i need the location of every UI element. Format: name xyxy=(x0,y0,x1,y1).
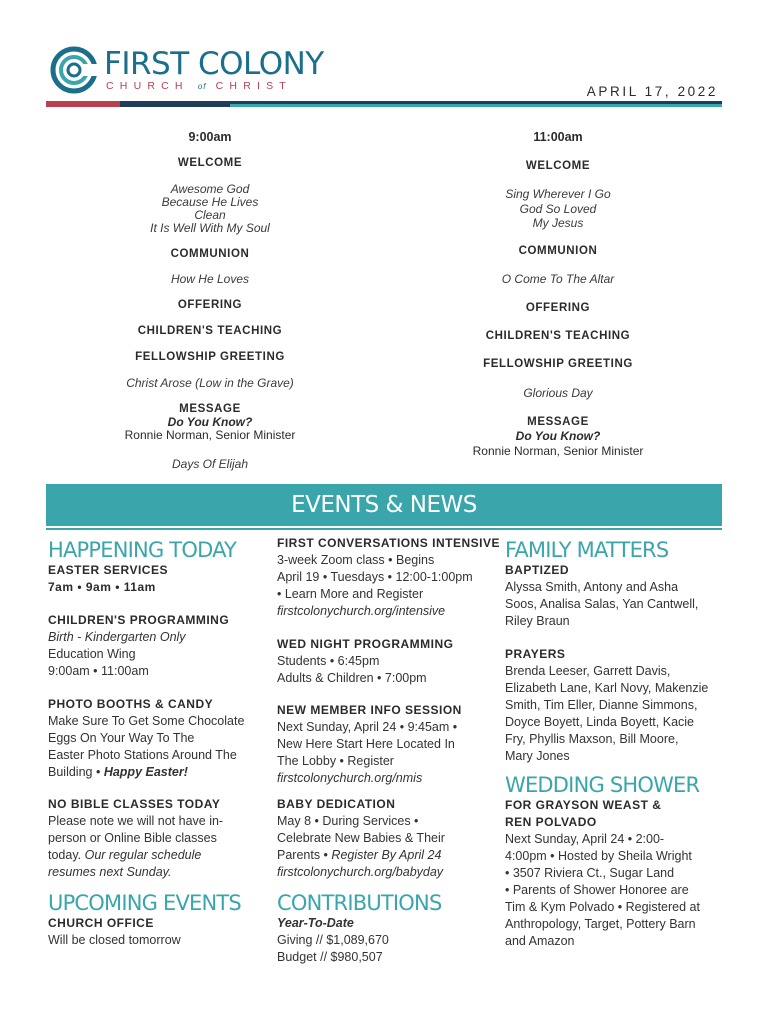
message-heading: MESSAGE xyxy=(179,403,241,415)
photo-detail: Make Sure To Get Some Chocolate xyxy=(48,714,245,728)
offering-heading: OFFERING xyxy=(177,299,243,311)
song: Glorious Day xyxy=(523,386,593,400)
prayer-names: Brenda Leeser, Garrett Davis, xyxy=(505,664,671,678)
banner-underline xyxy=(46,528,722,530)
message-title: Do You Know? xyxy=(167,415,253,429)
baby-detail: May 8 • During Services • xyxy=(277,814,419,828)
kids-detail: Education Wing xyxy=(48,647,136,661)
fc-link[interactable]: firstcolonychurch.org/intensive xyxy=(277,604,446,618)
childrens-teaching-heading: CHILDREN'S TEACHING xyxy=(137,325,283,337)
photo-detail: Eggs On Your Way To The xyxy=(48,731,195,745)
wed-night-heading: WED NIGHT PROGRAMMING xyxy=(277,637,454,651)
wedding-shower-title: WEDDING SHOWER xyxy=(505,773,700,797)
header-bar-red xyxy=(46,101,120,107)
wedding-detail: Tim & Kym Polvado • Registered at xyxy=(505,900,700,914)
nm-detail: The Lobby • Register xyxy=(277,754,394,768)
church-logo-icon xyxy=(50,46,98,94)
prayer-names: Fry, Phyllis Maxson, Bill Moore, xyxy=(505,732,679,746)
wedding-heading: REN POLVADO xyxy=(505,815,597,829)
no-bible-detail: person or Online Bible classes xyxy=(48,831,217,845)
no-bible-classes-heading: NO BIBLE CLASSES TODAY xyxy=(48,797,221,811)
easter-services-heading: EASTER SERVICES xyxy=(48,563,168,577)
baptized-names: Riley Braun xyxy=(505,614,570,628)
nm-link[interactable]: firstcolonychurch.org/nmis xyxy=(277,771,423,785)
nm-detail: New Here Start Here Located In xyxy=(277,737,455,751)
photo-booths-heading: PHOTO BOOTHS & CANDY xyxy=(48,697,214,711)
prayers-heading: PRAYERS xyxy=(505,647,566,661)
baby-detail: Celebrate New Babies & Their xyxy=(277,831,445,845)
fellowship-heading: FELLOWSHIP GREETING xyxy=(135,351,285,363)
childrens-programming-heading: CHILDREN'S PROGRAMMING xyxy=(48,613,230,627)
message-heading: MESSAGE xyxy=(527,416,589,428)
song: How He Loves xyxy=(170,272,250,286)
budget-amount: Budget // $980,507 xyxy=(277,950,383,964)
welcome-heading: WELCOME xyxy=(525,160,591,172)
baby-link[interactable]: firstcolonychurch.org/babyday xyxy=(277,865,444,879)
fellowship-heading: FELLOWSHIP GREETING xyxy=(483,358,633,370)
photo-detail: Building • Happy Easter! xyxy=(48,765,188,779)
family-matters-title: FAMILY MATTERS xyxy=(505,538,669,562)
contributions-title: CONTRIBUTIONS xyxy=(277,891,442,915)
song: It Is Well With My Soul xyxy=(150,221,270,235)
happening-today-title: HAPPENING TODAY xyxy=(48,538,237,562)
speaker: Ronnie Norman, Senior Minister xyxy=(472,444,644,458)
baptized-heading: BAPTIZED xyxy=(505,563,569,577)
song: Days Of Elijah xyxy=(171,457,249,471)
giving-amount: Giving // $1,089,670 xyxy=(277,933,389,947)
communion-heading: COMMUNION xyxy=(518,245,598,257)
wedding-detail: Next Sunday, April 24 • 2:00- xyxy=(505,832,665,846)
no-bible-detail: resumes next Sunday. xyxy=(48,865,172,879)
wedding-detail: and Amazon xyxy=(505,934,575,948)
baptized-names: Alyssa Smith, Antony and Asha xyxy=(505,580,679,594)
prayer-names: Smith, Tim Eller, Dianne Simmons, xyxy=(505,698,698,712)
fc-detail: April 19 • Tuesdays • 12:00-1:00pm xyxy=(277,570,473,584)
events-news-banner: EVENTS & NEWS xyxy=(46,484,722,526)
baby-detail: Parents • Register By April 24 xyxy=(277,848,442,862)
no-bible-detail: today. Our regular schedule xyxy=(48,848,202,862)
brand-subtitle: CHURCH of CHRIST xyxy=(106,80,292,92)
wedding-detail: 4:00pm • Hosted by Sheila Wright xyxy=(505,849,692,863)
speaker: Ronnie Norman, Senior Minister xyxy=(124,428,296,442)
wedding-detail: Anthropology, Target, Pottery Barn xyxy=(505,917,696,931)
upcoming-events-title: UPCOMING EVENTS xyxy=(48,891,241,915)
baby-dedication-heading: BABY DEDICATION xyxy=(277,797,396,811)
wedding-detail: • 3507 Riviera Ct., Sugar Land xyxy=(505,866,675,880)
prayer-names: Mary Jones xyxy=(505,749,570,763)
nm-detail: Next Sunday, April 24 • 9:45am • xyxy=(277,720,458,734)
wedding-detail: • Parents of Shower Honoree are xyxy=(505,883,689,897)
baptized-names: Soos, Analisa Salas, Yan Cantwell, xyxy=(505,597,699,611)
first-conversations-heading: FIRST CONVERSATIONS INTENSIVE xyxy=(277,536,500,550)
church-office-heading: CHURCH OFFICE xyxy=(48,916,154,930)
new-member-heading: NEW MEMBER INFO SESSION xyxy=(277,703,462,717)
header-bar-teal xyxy=(230,104,722,107)
kids-detail: 9:00am • 11:00am xyxy=(48,664,149,678)
wed-detail: Adults & Children • 7:00pm xyxy=(277,671,427,685)
fc-detail: 3-week Zoom class • Begins xyxy=(277,553,435,567)
song: Sing Wherever I Go xyxy=(505,187,611,201)
song: Clean xyxy=(194,208,226,222)
childrens-teaching-heading: CHILDREN'S TEACHING xyxy=(485,330,631,342)
song: God So Loved xyxy=(519,202,597,216)
photo-detail: Easter Photo Stations Around The xyxy=(48,748,237,762)
bulletin-date: APRIL 17, 2022 xyxy=(586,84,718,99)
church-office-detail: Will be closed tomorrow xyxy=(48,933,181,947)
message-title: Do You Know? xyxy=(515,429,601,443)
offering-heading: OFFERING xyxy=(525,302,591,314)
brand-name: FIRST COLONY xyxy=(104,46,324,82)
no-bible-detail: Please note we will not have in- xyxy=(48,814,224,828)
song: My Jesus xyxy=(532,216,584,230)
service-time: 11:00am xyxy=(533,130,583,144)
wedding-heading: FOR GRAYSON WEAST & xyxy=(505,798,662,812)
song: Awesome God xyxy=(170,182,250,196)
prayer-names: Doyce Boyett, Linda Boyett, Kacie xyxy=(505,715,694,729)
fc-detail: • Learn More and Register xyxy=(277,587,424,601)
song: Because He Lives xyxy=(161,195,259,209)
service-time: 9:00am xyxy=(188,130,232,144)
welcome-heading: WELCOME xyxy=(177,157,243,169)
song: O Come To The Altar xyxy=(501,272,615,286)
easter-service-times: 7am • 9am • 11am xyxy=(48,580,156,594)
communion-heading: COMMUNION xyxy=(170,248,250,260)
song: Christ Arose (Low in the Grave) xyxy=(126,376,294,390)
wed-detail: Students • 6:45pm xyxy=(277,654,380,668)
prayer-names: Elizabeth Lane, Karl Novy, Makenzie xyxy=(505,681,709,695)
year-to-date-label: Year-To-Date xyxy=(277,916,354,930)
kids-detail: Birth - Kindergarten Only xyxy=(48,630,186,644)
